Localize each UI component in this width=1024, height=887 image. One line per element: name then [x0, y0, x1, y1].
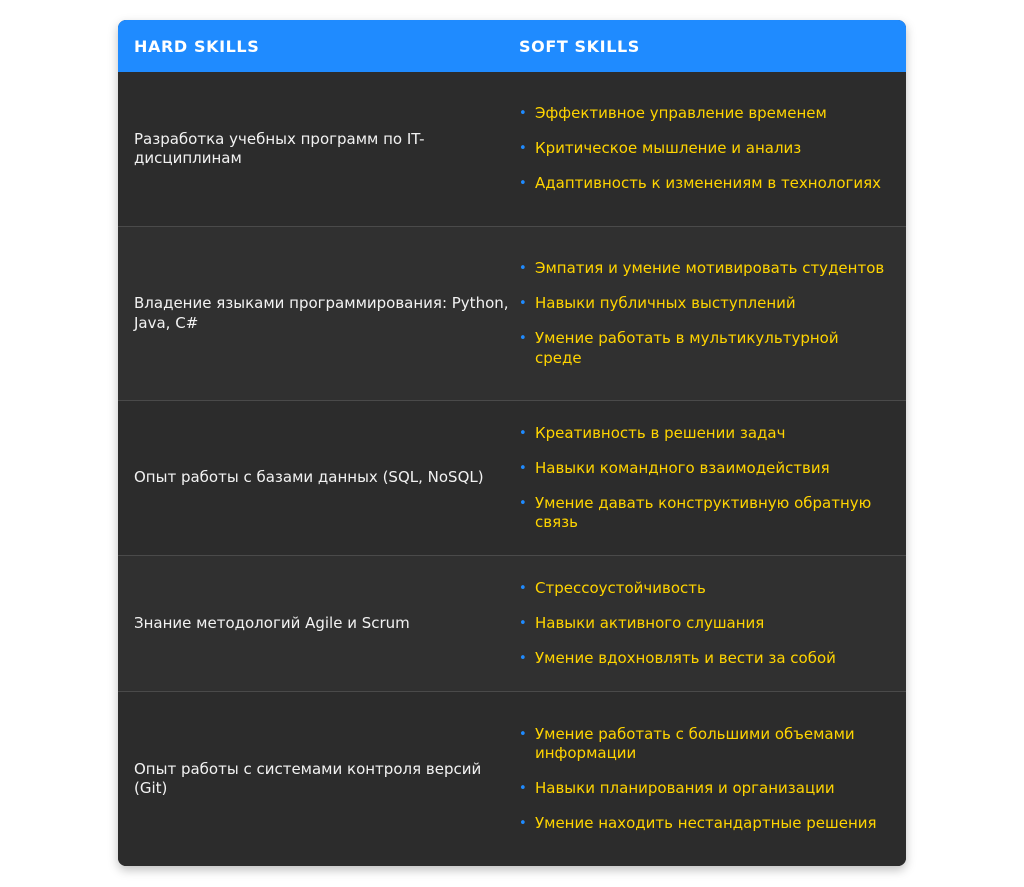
bullet-icon: •	[519, 176, 527, 192]
soft-skill-item: • Навыки командного взаимодействия	[519, 458, 830, 477]
table-row	[118, 401, 906, 556]
soft-skills-list	[519, 104, 906, 194]
skills-table	[118, 20, 906, 866]
hard-skill-cell: Знание методологий Agile и Scrum	[134, 613, 410, 632]
bullet-icon: •	[519, 261, 527, 276]
bullet-icon: •	[519, 580, 527, 596]
soft-skill-item: • Навыки активного слушания	[519, 613, 765, 632]
soft-skill-item: • Умение вдохновлять и вести за собой	[519, 648, 836, 667]
bullet-icon: •	[519, 781, 527, 796]
soft-skills-list	[519, 424, 906, 533]
hard-skill-cell: Владение языками программирования: Python, Java, C#	[134, 294, 509, 332]
soft-skill-item: • Критическое мышление и анализ	[519, 139, 802, 158]
soft-skill-item: • Навыки публичных выступлений	[519, 294, 796, 312]
bullet-icon: •	[519, 425, 527, 441]
table-body	[118, 72, 906, 866]
bullet-icon: •	[519, 296, 527, 311]
bullet-icon: •	[519, 495, 527, 511]
soft-skill-item: • Умение давать конструктивную обратную связь	[519, 493, 872, 531]
soft-skill-item: • Стрессоустойчивость	[519, 578, 706, 597]
table-header	[118, 20, 906, 72]
bullet-icon: •	[519, 726, 527, 742]
header-hard-skills: HARD SKILLS	[134, 36, 260, 56]
table-row	[118, 72, 906, 227]
soft-skill-item: • Умение находить нестандартные решения	[519, 814, 877, 832]
soft-skill-item: • Эмпатия и умение мотивировать студентов	[519, 259, 885, 277]
bullet-icon: •	[519, 460, 527, 476]
bullet-icon: •	[519, 331, 527, 346]
soft-skill-item: • Умение работать с большими объемами информации	[519, 724, 855, 762]
bullet-icon: •	[519, 650, 527, 666]
soft-skill-item: • Навыки планирования и организации	[519, 779, 835, 797]
hard-skill-cell: Разработка учебных программ по IT-дисциплинам	[134, 129, 425, 167]
soft-skill-item: • Адаптивность к изменениям в технологиях	[519, 174, 882, 193]
bullet-icon: •	[519, 141, 527, 157]
soft-skills-list	[519, 259, 906, 368]
header-soft-skills: SOFT SKILLS	[519, 36, 640, 56]
soft-skills-list	[519, 725, 906, 834]
table-row	[118, 692, 906, 866]
soft-skill-item: • Умение работать в мультикультурной среде	[519, 329, 839, 367]
bullet-icon: •	[519, 615, 527, 631]
soft-skill-item: • Креативность в решении задач	[519, 423, 786, 442]
soft-skills-list	[519, 579, 906, 669]
soft-skill-item: • Эффективное управление временем	[519, 104, 827, 123]
table-row	[118, 556, 906, 692]
table-row	[118, 227, 906, 401]
hard-skill-cell: Опыт работы с базами данных (SQL, NoSQL)	[134, 468, 484, 487]
bullet-icon: •	[519, 106, 527, 122]
bullet-icon: •	[519, 816, 527, 831]
hard-skill-cell: Опыт работы с системами контроля версий (Git)	[134, 759, 482, 797]
